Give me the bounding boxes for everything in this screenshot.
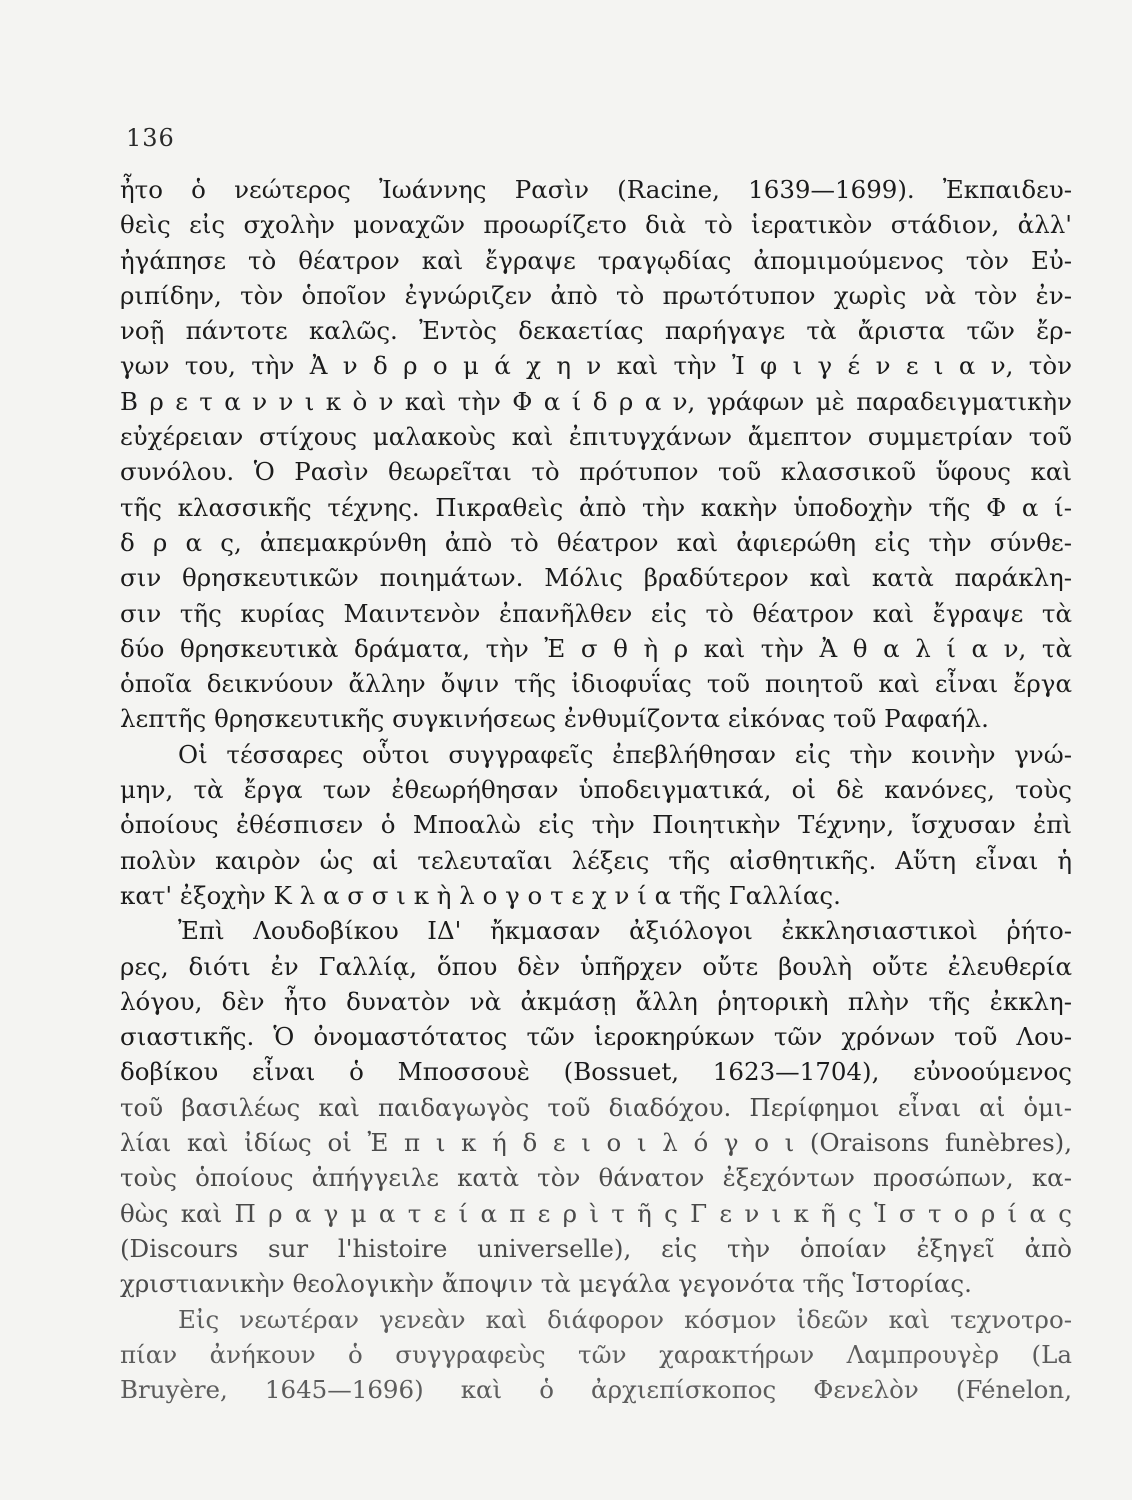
text-line: σιν τῆς κυρίας Μαιντενὸν ἐπανῆλθεν εἰς τὸ θέατρον καὶ ἔγραψε τὰ bbox=[120, 598, 1072, 628]
text-line: σιν θρησκευτικῶν ποιημάτων. Μόλις βραδύτερον καὶ κατὰ παράκλη- bbox=[120, 563, 1072, 593]
text-line: δ ρ α ς, ἀπεμακρύνθη ἀπὸ τὸ θέατρον καὶ ἀφιερώθη εἰς τὴν σύνθε- bbox=[120, 527, 1072, 557]
text-line: λόγου, δὲν ἦτο δυνατὸν νὰ ἀκμάσῃ ἄλλη ῥητορικὴ πλὴν τῆς ἐκκλη- bbox=[120, 986, 1072, 1016]
text-line: ριπίδην, τὸν ὁποῖον ἐγνώριζεν ἀπὸ τὸ πρωτότυπον χωρὶς νὰ τὸν ἐν- bbox=[120, 280, 1072, 310]
text-line: Εἰς νεωτέραν γενεὰν καὶ διάφορον κόσμον ἰδεῶν καὶ τεχνοτρο- bbox=[178, 1304, 1072, 1334]
text-line: γων του, τὴν Ἀ ν δ ρ ο μ ά χ η ν καὶ τὴν Ἰ φ ι γ έ ν ε ι α ν, τὸν bbox=[120, 351, 1072, 381]
text-line: μην, τὰ ἔργα των ἐθεωρήθησαν ὑποδειγματικά, οἱ δὲ κανόνες, τοὺς bbox=[120, 775, 1072, 805]
text-line: πολὺν καιρὸν ὡς αἱ τελευταῖαι λέξεις τῆς αἰσθητικῆς. Αὕτη εἶναι ἡ bbox=[120, 845, 1072, 875]
text-line: λίαι καὶ ἰδίως οἱ Ἐ π ι κ ή δ ε ι ο ι λ ό γ ο ι (Oraisons funèbres), bbox=[120, 1128, 1072, 1158]
text-line: Β ρ ε τ α ν ν ι κ ὸ ν καὶ τὴν Φ α ί δ ρ α ν, γράφων μὲ παραδειγματικὴν bbox=[120, 386, 1072, 416]
text-line: ρες, διότι ἐν Γαλλίᾳ, ὅπου δὲν ὑπῆρχεν οὔτε βουλὴ οὔτε ἐλευθερία bbox=[120, 951, 1072, 981]
text-line: σιαστικῆς. Ὁ ὀνομαστότατος τῶν ἱεροκηρύκων τῶν χρόνων τοῦ Λου- bbox=[120, 1022, 1072, 1052]
text-line: κατ' ἐξοχὴν Κ λ α σ σ ι κ ὴ λ ο γ ο τ ε χ ν ί α τῆς Γαλλίας. bbox=[120, 880, 841, 910]
text-line: τοὺς ὁποίους ἀπήγγειλε κατὰ τὸν θάνατον ἐξεχόντων προσώπων, κα- bbox=[120, 1163, 1072, 1193]
text-line: ἦτο ὁ νεώτερος Ἰωάννης Ρασὶν (Racine, 1639—1699). Ἐκπαιδευ- bbox=[120, 175, 1072, 204]
text-line: Οἱ τέσσαρες οὗτοι συγγραφεῖς ἐπεβλήθησαν εἰς τὴν κοινὴν γνώ- bbox=[178, 739, 1072, 769]
text-line: συνόλου. Ὁ Ρασὶν θεωρεῖται τὸ πρότυπον τοῦ κλασσικοῦ ὕφους καὶ bbox=[120, 457, 1072, 487]
body-text bbox=[120, 172, 1072, 1407]
text-line: θεὶς εἰς σχολὴν μοναχῶν προωρίζετο διὰ τὸ ἱερατικὸν στάδιον, ἀλλ' bbox=[120, 210, 1072, 240]
text-line: χριστιανικὴν θεολογικὴν ἄποψιν τὰ μεγάλα γεγονότα τῆς Ἱστορίας. bbox=[120, 1269, 972, 1299]
text-line: τοῦ βασιλέως καὶ παιδαγωγὸς τοῦ διαδόχου. Περίφημοι εἶναι αἱ ὁμι- bbox=[120, 1092, 1072, 1122]
text-line: Ἐπὶ Λουδοβίκου ΙΔ' ἤκμασαν ἀξιόλογοι ἐκκλησιαστικοὶ ῥήτο- bbox=[178, 916, 1072, 946]
text-line: νοῇ πάντοτε καλῶς. Ἐντὸς δεκαετίας παρήγαγε τὰ ἄριστα τῶν ἔρ- bbox=[120, 316, 1072, 346]
text-line: δοβίκου εἶναι ὁ Μποσσουὲ (Bossuet, 1623—1704), εὐνοούμενος bbox=[120, 1057, 1072, 1087]
text-line: τῆς κλασσικῆς τέχνης. Πικραθεὶς ἀπὸ τὴν κακὴν ὑποδοχὴν τῆς Φ α ί- bbox=[120, 492, 1072, 522]
text-line: ἠγάπησε τὸ θέατρον καὶ ἔγραψε τραγῳδίας ἀπομιμούμενος τὸν Εὐ- bbox=[120, 245, 1072, 275]
text-line: (Discours sur l'histoire universelle), εἰς τὴν ὁποίαν ἐξηγεῖ ἀπὸ bbox=[120, 1233, 1072, 1263]
text-line: λεπτῆς θρησκευτικῆς συγκινήσεως ἐνθυμίζοντα εἰκόνας τοῦ Ραφαήλ. bbox=[120, 704, 989, 734]
page-number: 136 bbox=[126, 124, 175, 152]
text-line: ὁποῖα δεικνύουν ἄλλην ὄψιν τῆς ἰδιοφυΐας τοῦ ποιητοῦ καὶ εἶναι ἔργα bbox=[120, 669, 1072, 699]
text-line: εὐχέρειαν στίχους μαλακοὺς καὶ ἐπιτυγχάνων ἄμεπτον συμμετρίαν τοῦ bbox=[120, 422, 1072, 452]
text-line: ὁποίους ἐθέσπισεν ὁ Μποαλὼ εἰς τὴν Ποιητικὴν Τέχνην, ἴσχυσαν ἐπὶ bbox=[120, 810, 1072, 840]
text-line: πίαν ἀνήκουν ὁ συγγραφεὺς τῶν χαρακτήρων Λαμπρουγὲρ (La bbox=[120, 1339, 1072, 1369]
text-line: δύο θρησκευτικὰ δράματα, τὴν Ἐ σ θ ὴ ρ καὶ τὴν Ἀ θ α λ ί α ν, τὰ bbox=[120, 633, 1072, 663]
text-line: θὼς καὶ Π ρ α γ μ α τ ε ί α π ε ρ ὶ τ ῆ ς Γ ε ν ι κ ῆ ς Ἱ σ τ ο ρ ί α ς bbox=[120, 1198, 1072, 1228]
text-line: Bruyère, 1645—1696) καὶ ὁ ἀρχιεπίσκοπος Φενελὸν (Fénelon, bbox=[120, 1375, 1072, 1405]
